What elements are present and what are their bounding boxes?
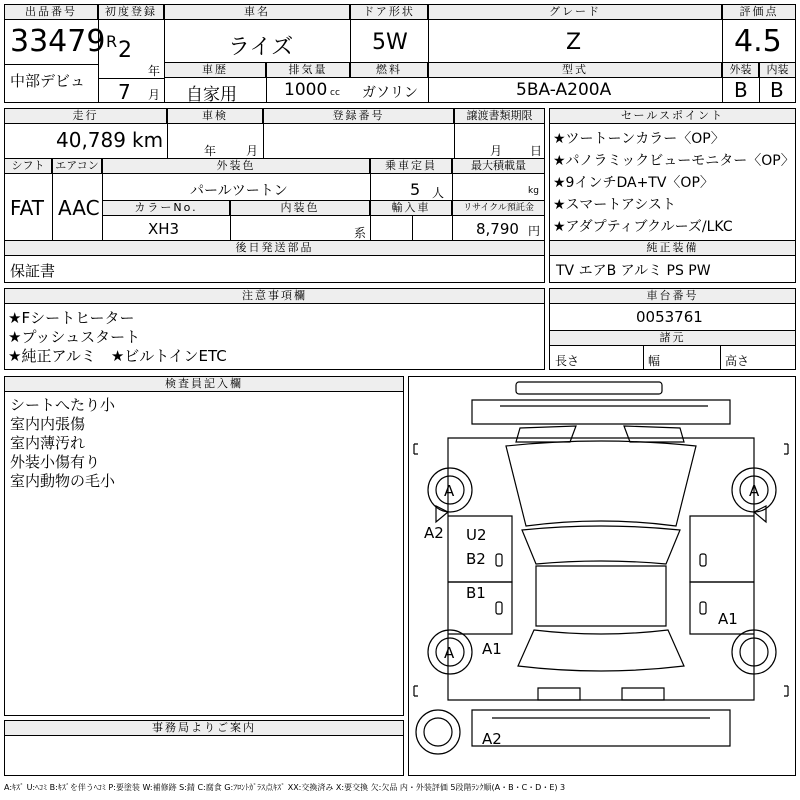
note-item: ★Fシートヒーター (8, 309, 135, 327)
month-unit: 月 (148, 88, 161, 102)
damage-mark: B2 (466, 550, 486, 568)
inspector-list (10, 396, 400, 491)
spare-tire (416, 710, 460, 754)
displacement-label: 排気量 (266, 62, 350, 78)
mileage-label: 走行 (4, 108, 167, 124)
displacement: 1000 (284, 80, 328, 100)
damage-mark: A (444, 644, 455, 662)
damage-mark: A1 (718, 610, 738, 628)
shift-label: シフト (4, 158, 52, 174)
shift: FAT (10, 196, 45, 220)
genuine-label: 純正装備 (549, 240, 796, 256)
int-color-unit: 系 (354, 226, 367, 240)
ac-label: エアコン (52, 158, 102, 174)
ac: AAC (58, 196, 100, 220)
inspector-note: シートへたり小 (10, 396, 116, 414)
fuel-label: 燃料 (350, 62, 428, 78)
width-label: 幅 (648, 354, 661, 368)
import-label: 輸入車 (370, 200, 452, 216)
history: 自家用 (186, 85, 237, 105)
debut-tag: 中部デビュ (10, 72, 86, 90)
height-label: 高さ (725, 354, 750, 368)
door-label: ドア形状 (350, 4, 428, 20)
reg-month: 7 (118, 80, 131, 104)
transfer-label: 譲渡書類期限 (454, 108, 545, 124)
grade-label: グレード (428, 4, 722, 20)
recycle: 8,790 (476, 220, 519, 238)
exterior-grade: B (734, 78, 748, 102)
damage-mark: A (749, 482, 760, 500)
door-right-front (690, 516, 754, 582)
later-parts-label: 後日発送部品 (4, 240, 545, 256)
exterior-label: 外装 (722, 62, 759, 78)
displacement-unit: cc (330, 88, 340, 98)
notes-list (8, 309, 538, 366)
capacity-label: 乗車定員 (370, 158, 452, 174)
roof (536, 566, 666, 626)
headlight-left (516, 426, 576, 442)
load-unit: kg (528, 186, 539, 196)
recycle-unit: 円 (528, 224, 541, 238)
grade: Z (566, 30, 582, 55)
color-no-label: カラーNo. (102, 200, 230, 216)
sales-point-item: ★9インチDA+TV〈OP〉 (553, 175, 714, 191)
lot-no: 33479 (10, 24, 106, 59)
inspector-note: 室内動物の毛小 (10, 472, 116, 490)
score-label: 評価点 (722, 4, 796, 20)
ext-color-label: 外装色 (102, 158, 370, 174)
body-outline (448, 438, 754, 700)
car-diagram (408, 376, 796, 776)
damage-mark: U2 (466, 526, 487, 544)
inspection-label: 車検 (167, 108, 263, 124)
damage-mark: A2 (482, 730, 502, 748)
era: R (106, 32, 118, 51)
front-bumper (516, 382, 662, 394)
chassis-label: 車台番号 (549, 288, 796, 304)
insp-month-unit: 月 (246, 144, 259, 158)
rear-panel (472, 710, 730, 746)
reg-year: 2 (118, 38, 132, 63)
sales-point-item: ★パノラミックビューモニター〈OP〉 (553, 153, 795, 169)
headlight-right (624, 426, 684, 442)
load-label: 最大積載量 (452, 158, 545, 174)
dims-label: 諸元 (549, 330, 796, 346)
tail-light-left (538, 688, 580, 700)
sales-point-item: ★スマートアシスト (553, 197, 676, 213)
lot-no-label: 出品番号 (4, 4, 98, 20)
damage-mark: A (444, 482, 455, 500)
year-unit: 年 (148, 64, 161, 78)
door-type: 5W (372, 30, 408, 55)
inspector-note: 外装小傷有り (10, 453, 101, 471)
int-color-label: 内装色 (230, 200, 370, 216)
damage-mark: A2 (424, 524, 444, 542)
chassis-number: 0053761 (636, 308, 703, 326)
front-panel (472, 400, 730, 424)
car-name-label: 車名 (164, 4, 350, 20)
mileage: 40,789 (56, 128, 126, 152)
sales-point-item: ★ツートーンカラー〈OP〉 (553, 131, 725, 147)
inspector-note: 室内薄汚れ (10, 434, 86, 452)
mirror-right (754, 506, 766, 522)
length-label: 長さ (555, 354, 580, 368)
note-item: ★プッシュスタート (8, 328, 141, 346)
fuel: ガソリン (362, 85, 418, 101)
notes-label: 注意事項欄 (4, 288, 545, 304)
damage-mark: A1 (482, 640, 502, 658)
note-item: ★純正アルミ ★ビルトインETC (8, 347, 227, 365)
history-label: 車歴 (164, 62, 266, 78)
capacity-unit: 人 (432, 186, 445, 200)
genuine-equipment: TV エアB アルミ PS PW (556, 263, 711, 279)
first-reg-label: 初度登録 (98, 4, 164, 20)
inspector-note: 室内内張傷 (10, 415, 86, 433)
legend: A:ｷｽﾞ U:ﾍｺﾐ B:ｷｽﾞを伴うﾍｺﾐ P:要塗装 W:補修跡 S:錆 C:腐食 G:ﾌﾛﾝﾄｶﾞﾗｽ点ｷｽﾞ XX:交換済み X:要交換 欠:欠品 内・外装評価 5段階ﾗﾝｸ順(A・B・C・D・E) 3 (4, 783, 566, 792)
reg-no-label: 登録番号 (263, 108, 454, 124)
sales-point-item: ★アダプティブクルーズ/LKC (553, 219, 733, 235)
capacity: 5 (410, 180, 421, 199)
damage-mark: B1 (466, 584, 486, 602)
insp-year-unit: 年 (204, 144, 217, 158)
sales-points-list (553, 128, 793, 238)
recycle-label: リサイクル預託金 (452, 200, 545, 216)
interior-label: 内装 (759, 62, 796, 78)
tail-light-right (622, 688, 664, 700)
windshield (522, 526, 680, 564)
color-no: XH3 (148, 220, 180, 238)
sales-points-label: セールスポイント (549, 108, 796, 124)
mileage-unit: km (132, 128, 164, 152)
car-name: ライズ (228, 35, 294, 60)
inspector-label: 検査員記入欄 (4, 376, 404, 392)
transfer-day-unit: 日 (530, 144, 543, 158)
office-label: 事務局よりご案内 (4, 720, 404, 736)
model-code: 5BA-A200A (516, 80, 612, 100)
interior-grade: B (770, 78, 784, 102)
score: 4.5 (734, 24, 782, 59)
ext-color: パールツートン (190, 183, 288, 199)
rear-window (518, 630, 684, 671)
transfer-month-unit: 月 (490, 144, 503, 158)
model-code-label: 型式 (428, 62, 722, 78)
later-parts: 保証書 (10, 262, 56, 280)
